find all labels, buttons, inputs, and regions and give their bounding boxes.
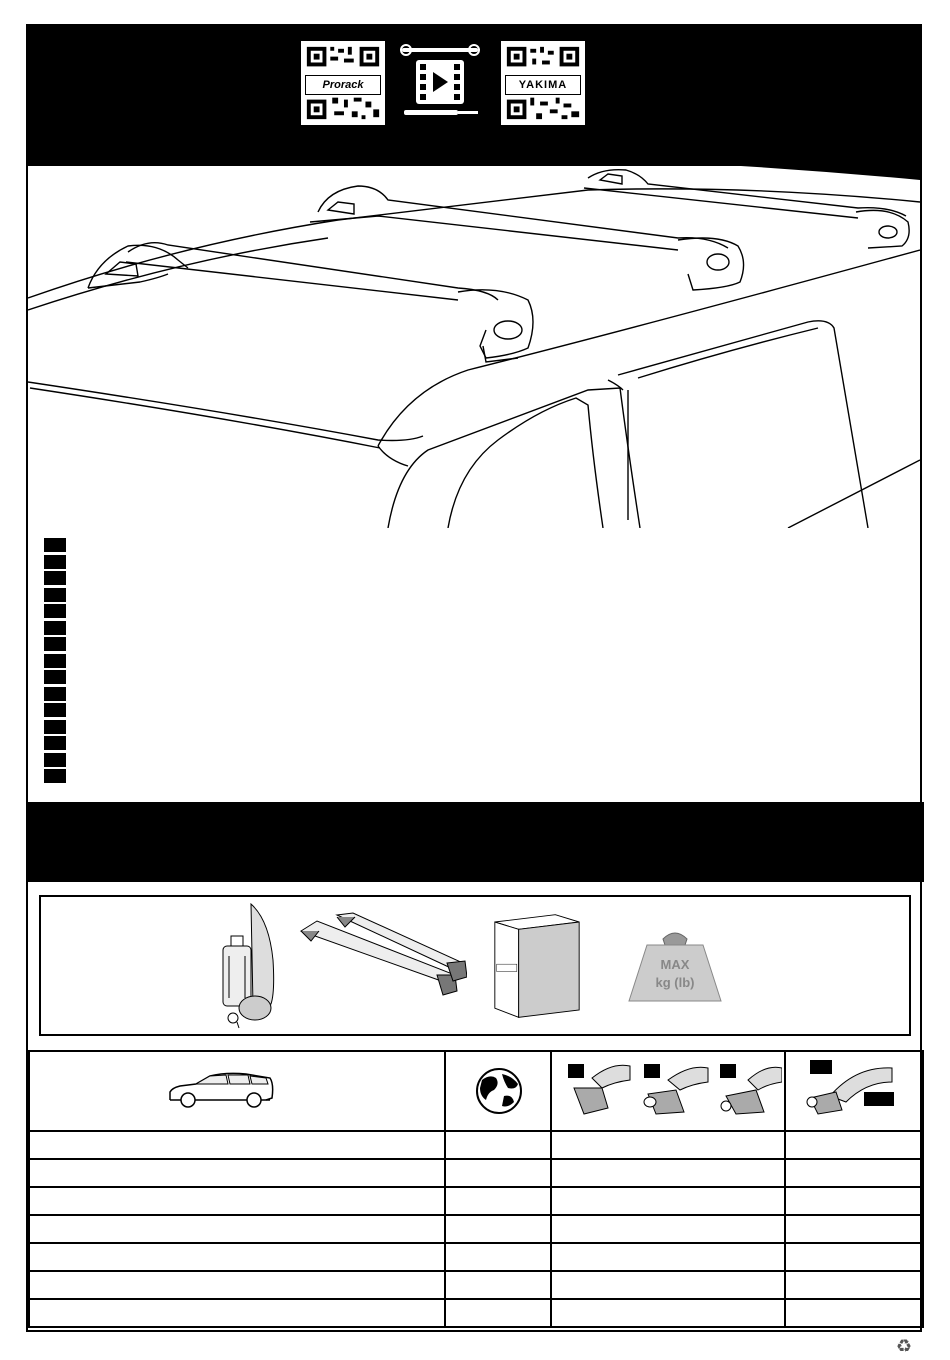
- table-cell: [785, 1159, 923, 1187]
- table-cell: [445, 1243, 551, 1271]
- table-row: [29, 1215, 923, 1243]
- language-marker: [44, 687, 66, 701]
- table-row: [29, 1243, 923, 1271]
- language-marker: [44, 555, 66, 569]
- foot-variants-column-header: [551, 1051, 785, 1131]
- table-cell: [785, 1215, 923, 1243]
- region-column-header: [445, 1051, 551, 1131]
- language-marker: [44, 720, 66, 734]
- recycle-icon: ♻: [896, 1336, 913, 1356]
- video-play-icon[interactable]: [400, 42, 480, 122]
- language-marker: [44, 604, 66, 618]
- language-marker: [44, 571, 66, 585]
- table-cell: [785, 1271, 923, 1299]
- table-cell: [29, 1271, 445, 1299]
- roof-bars-on-car-illustration: [28, 150, 920, 528]
- fitting-kit-box-icon: [487, 911, 587, 1021]
- language-marker: [44, 654, 66, 668]
- table-row: [29, 1187, 923, 1215]
- language-marker: [44, 637, 66, 651]
- table-row: [29, 1299, 923, 1327]
- max-weight-unit: kg (lb): [655, 975, 695, 990]
- language-marker: [44, 670, 66, 684]
- package-contents: [39, 895, 911, 1036]
- language-marker: [44, 736, 66, 750]
- foot-variants-icon: [552, 1052, 782, 1130]
- language-marker: [44, 769, 66, 783]
- language-marker: [44, 703, 66, 717]
- language-marker: [44, 588, 66, 602]
- luggage-load-icon: [217, 899, 287, 1031]
- language-marker: [44, 538, 66, 552]
- vehicle-column-header: [29, 1051, 445, 1131]
- table-cell: [29, 1187, 445, 1215]
- table-row: [29, 1131, 923, 1159]
- table-cell: [551, 1243, 785, 1271]
- fitment-table: [28, 1050, 924, 1328]
- globe-icon: [474, 1066, 524, 1116]
- table-cell: [445, 1271, 551, 1299]
- table-cell: [785, 1299, 923, 1327]
- table-cell: [551, 1299, 785, 1327]
- table-cell: [551, 1271, 785, 1299]
- foot-kit-icon: [796, 1062, 916, 1122]
- table-cell: [445, 1187, 551, 1215]
- qr-code-yakima[interactable]: [500, 40, 586, 126]
- table-header-row: [29, 1051, 923, 1131]
- section-band: [28, 802, 924, 882]
- table-cell: [551, 1215, 785, 1243]
- language-marker: [44, 621, 66, 635]
- table-cell: [29, 1243, 445, 1271]
- table-cell: [785, 1131, 923, 1159]
- table-cell: [29, 1299, 445, 1327]
- table-row: [29, 1271, 923, 1299]
- max-weight-label: MAX: [660, 957, 690, 972]
- language-markers: [44, 538, 68, 786]
- foot-kit-column-header: [785, 1051, 923, 1131]
- table-cell: [445, 1299, 551, 1327]
- table-cell: [445, 1131, 551, 1159]
- table-cell: [445, 1215, 551, 1243]
- table-cell: [445, 1159, 551, 1187]
- table-cell: [29, 1159, 445, 1187]
- car-icon: [166, 1070, 276, 1110]
- roof-bars-icon: [297, 911, 467, 1021]
- qr-brand-label: Prorack: [305, 75, 381, 95]
- table-cell: [551, 1159, 785, 1187]
- table-cell: [29, 1131, 445, 1159]
- table-cell: [29, 1215, 445, 1243]
- qr-brand-label: YAKIMA: [505, 75, 581, 95]
- table-cell: [551, 1187, 785, 1215]
- table-cell: [551, 1131, 785, 1159]
- table-cell: [785, 1187, 923, 1215]
- table-row: [29, 1159, 923, 1187]
- qr-code-prorack[interactable]: [300, 40, 386, 126]
- table-cell: [785, 1243, 923, 1271]
- language-marker: [44, 753, 66, 767]
